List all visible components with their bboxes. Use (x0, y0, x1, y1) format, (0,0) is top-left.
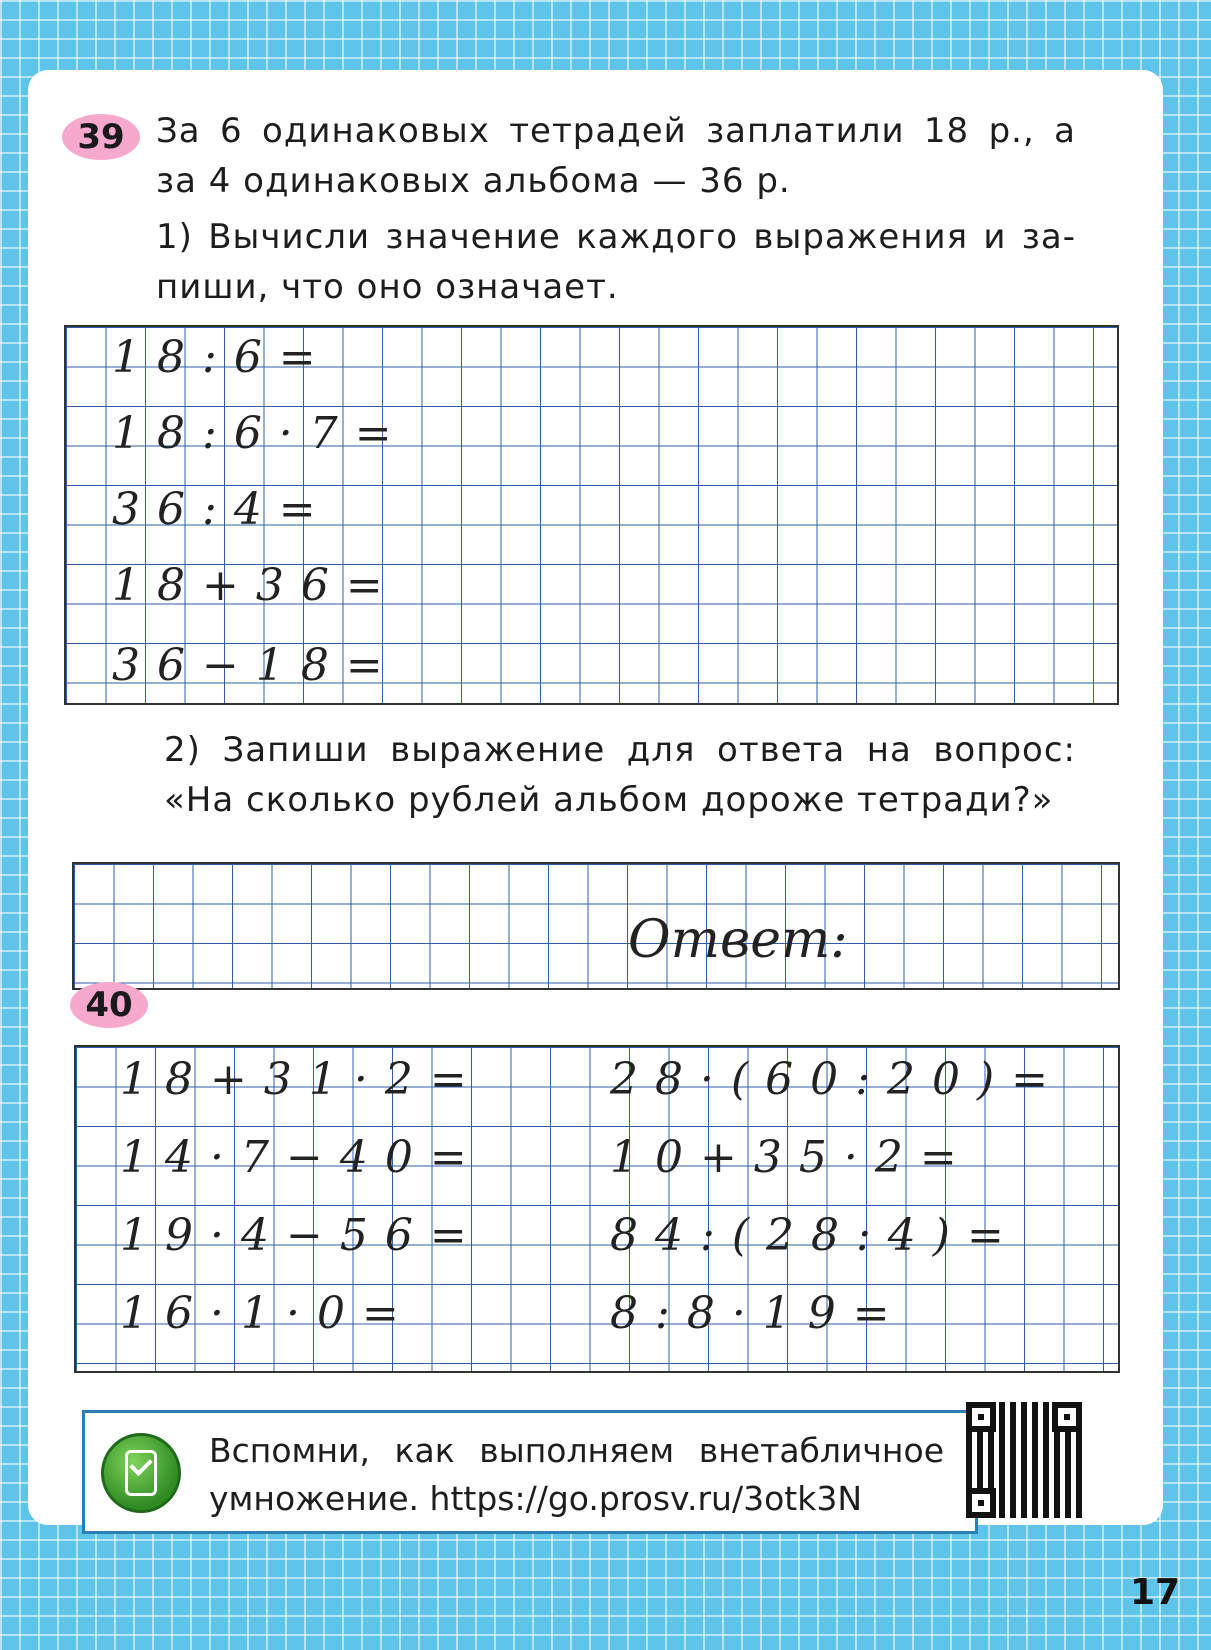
info-line2[interactable]: умножение. https://go.prosv.ru/3otk3N (209, 1479, 863, 1518)
task-39-q1-line1: 1) Вычисли значение каждого выражения и за- (156, 217, 1076, 257)
expression-40-right-2: 10+35·2= (610, 1132, 974, 1183)
answer-label: Ответ: (628, 910, 848, 970)
qr-finder-top-left (966, 1402, 996, 1432)
expression-39-1: 18:6= (112, 332, 333, 383)
expression-40-left-2: 14·7−40= (120, 1132, 484, 1183)
qr-finder-top-right (1052, 1402, 1082, 1432)
expression-40-left-4: 16·1·0= (120, 1288, 416, 1339)
expression-40-right-1: 28·(60:20)= (610, 1054, 1065, 1105)
expression-39-4: 18+36= (112, 560, 400, 611)
expression-40-left-3: 19·4−56= (120, 1210, 484, 1261)
expression-39-3: 36:4= (112, 484, 333, 535)
task-40-badge: 40 (70, 982, 148, 1028)
info-text (209, 1427, 944, 1523)
phone-check-icon (101, 1433, 181, 1513)
task-39-answer-grid (72, 862, 1120, 990)
qr-finder-bottom-left (966, 1488, 996, 1518)
info-line1: Вспомни, как выполняем внетабличное (209, 1431, 944, 1470)
expression-39-2: 18:6·7= (112, 408, 409, 459)
task-39-intro-line2: за 4 одинаковых альбома — 36 р. (156, 161, 791, 201)
task-39-question-1 (156, 212, 1076, 312)
task-39-question-2 (164, 725, 1076, 825)
task-39-q2-line2: «На сколько рублей альбом дороже тетради?» (164, 780, 1054, 820)
task-39-q2-line1: 2) Запиши выражение для ответа на вопрос: (164, 730, 1076, 770)
info-box (82, 1410, 978, 1534)
task-39-intro-line1: За 6 одинаковых тетрадей заплатили 18 р., а (156, 111, 1076, 151)
task-39-badge: 39 (62, 114, 140, 160)
expression-40-left-1: 18+31·2= (120, 1054, 484, 1105)
expression-39-5: 36−18= (112, 640, 400, 691)
task-39-q1-line2: пиши, что оно означает. (156, 267, 619, 307)
task-39-intro (156, 106, 1076, 206)
workbook-page (28, 70, 1163, 1525)
page-number: 17 (1130, 1572, 1181, 1613)
expression-40-right-3: 84:(28:4)= (610, 1210, 1021, 1261)
qr-code[interactable] (966, 1402, 1082, 1518)
expression-40-right-4: 8:8·19= (610, 1288, 907, 1339)
